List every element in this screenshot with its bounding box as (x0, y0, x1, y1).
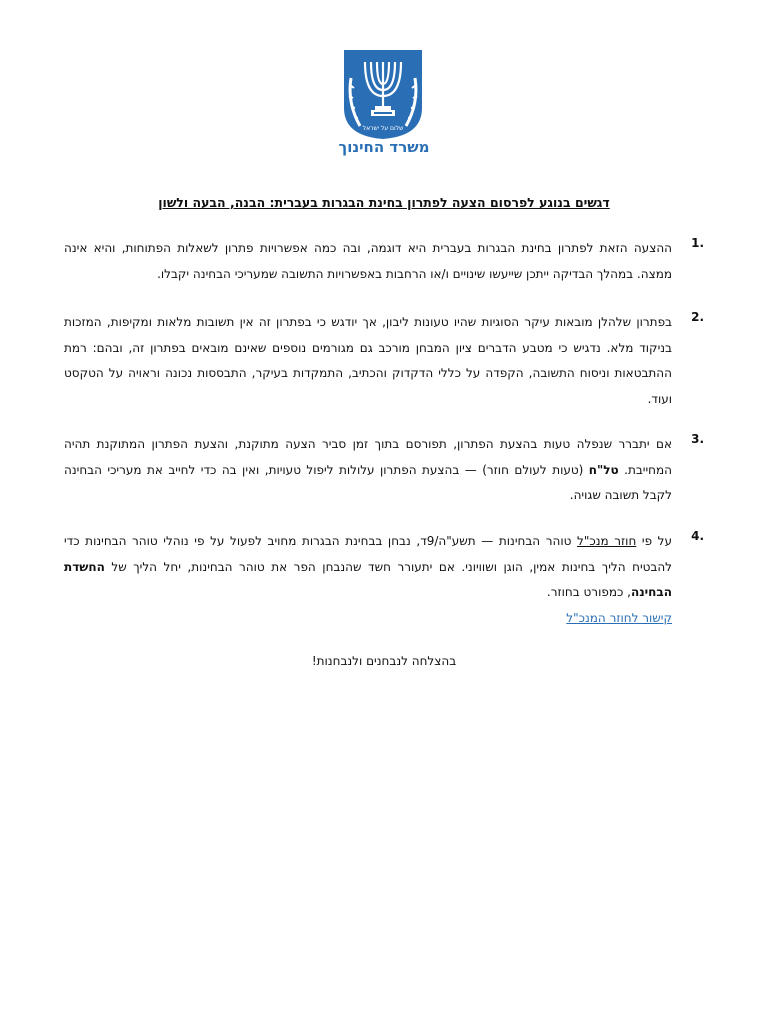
closing-text: בהצלחה לנבחנים ולנבחנות! (311, 654, 457, 668)
list-item-2 (64, 310, 704, 412)
item-text-part: (טעות לעולם חוזר) — בהצעת הפתרון עלולות ליפול טעויות, ואין בה כדי לחייב את מעריכי הבחינה לקבל תשובה שגויה. (64, 462, 672, 502)
list-item-4 (64, 529, 704, 631)
item-text: ההצעה הזאת לפתרון בחינת הבגרות בעברית היא דוגמה, ובה כמה אפשרויות פתרון לשאלות הפתוחות, והיא אינה ממצה. במהלך הבדיקה ייתכן שייעשו שינויים ו/או הרחבות באפשרויות התשובה שמעריכי הבחינה יקבלו. (64, 241, 672, 281)
item-number: .3 (691, 432, 704, 446)
item-number: .2 (691, 310, 704, 324)
svg-text:שלום על ישראל: שלום על ישראל (362, 125, 404, 132)
list-item-1 (64, 236, 704, 287)
item-text: בפתרון שלהלן מובאות עיקר הסוגיות שהיו טעונות ליבון, אך יודגש כי בפתרון זה אין תשובות מלאות ומקיפות, המזכות בניקוד מלא. נדגיש כי מטבע הדברים ציון המבחן מורכב גם מגורמים נוספים שאינם מובאים בפתרון זה, ובהם: רמת ההתבטאות וניסוח התשובה, הקפדה על כללי הדקדוק והכתיב, התמקדות בעיקר, התבססות נכונה וראויה על הטקסט ועוד. (64, 315, 672, 406)
list-item-3 (64, 432, 704, 509)
page-title: דגשים בנוגע לפרסום הצעה לפתרון בחינת הבגרות בעברית: הבנה, הבעה ולשון (158, 195, 610, 210)
underlined-term: חוזר מנכ"ל (577, 534, 637, 548)
item-text-part: על פי (636, 534, 672, 548)
state-emblem-icon (342, 48, 424, 140)
item-number: .1 (691, 236, 704, 250)
item-text (64, 432, 672, 509)
bold-term: טל"ח (588, 462, 619, 477)
item-text (64, 529, 672, 631)
ministry-name: משרד החינוך (338, 138, 430, 156)
bold-term: החשדת הבחינה (64, 559, 672, 599)
circular-link[interactable]: קישור לחוזר המנכ"ל (566, 610, 672, 625)
item-text-part: טוהר הבחינות — תשע"ה/9ד, נבחן בבחינת הבגרות מחויב לפעול על פי נוהלי טוהר הבחינות כדי להבטיח הליך בחינות אמין, הוגן ושוויוני. אם יתעורר חשד שהנבחן הפר את טוהר הבחינות, יחל הליך של (64, 534, 672, 574)
item-text-part: אם יתברר שנפלה טעות בהצעת הפתרון, תפורסם בתוך זמן סביר הצעה מתוקנת, והצעת הפתרון המתוקנת תהיה המחייבת. (64, 437, 672, 477)
item-number: .4 (691, 529, 704, 543)
item-text-part: , כמפורט בחוזר. (546, 585, 631, 599)
